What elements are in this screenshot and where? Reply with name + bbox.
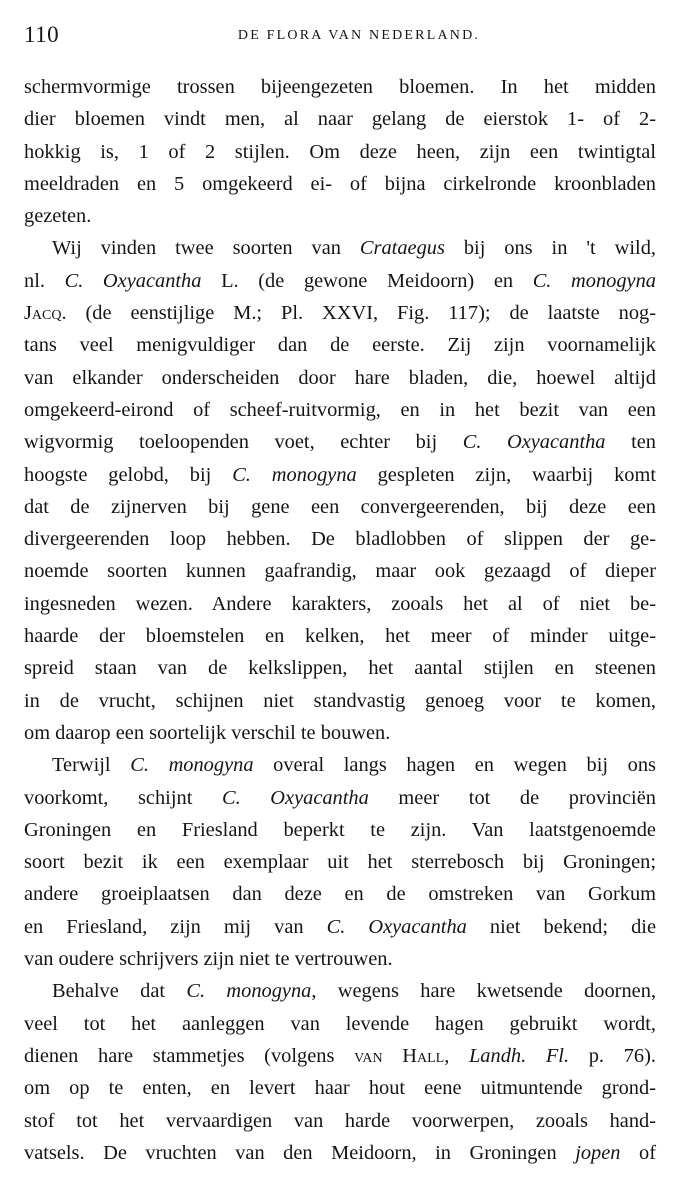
text-line: divergeerenden loop hebben. De bladlobben of slippen der ge-	[24, 528, 656, 551]
running-title: DE FLORA VAN NEDERLAND.	[237, 28, 481, 43]
text-line: spreid staan van de kelkslippen, het aantal stijlen en steenen	[24, 657, 656, 680]
text-line: wigvormig toeloopenden voet, echter bij C. Oxyacantha ten	[24, 431, 656, 454]
text-line: in de vrucht, schijnen niet standvastig genoeg voor te komen,	[24, 689, 656, 712]
text-line: Jacq. (de eenstijlige M.; Pl. XXVI, Fig. 117); de laatste nog-	[24, 302, 656, 325]
text-line: veel tot het aanleggen van levende hagen gebruikt wordt,	[24, 1012, 656, 1035]
text-line: Wij vinden twee soorten van Crataegus bij ons in 't wild,	[52, 237, 656, 260]
text-line: dienen hare stammetjes (volgens van Hall, Landh. Fl. p. 76).	[24, 1044, 656, 1067]
text-line: omgekeerd-eirond of scheef-ruitvormig, en in het bezit van een	[24, 398, 656, 421]
page-number: 110	[24, 22, 60, 47]
text-line: om daarop een soortelijk verschil te bouwen.	[24, 721, 391, 744]
text-line: dat de zijnerven bij gene een convergeerenden, bij deze een	[24, 495, 656, 518]
text-line: voorkomt, schijnt C. Oxyacantha meer tot de provinciën	[24, 786, 656, 809]
text-line: hokkig is, 1 of 2 stijlen. Om deze heen, zijn een twintigtal	[24, 140, 656, 163]
text-line: soort bezit ik een exemplaar uit het sterrebosch bij Groningen;	[24, 851, 656, 874]
text-line: nl. C. Oxyacantha L. (de gewone Meidoorn) en C. monogyna	[24, 269, 656, 292]
text-line: meeldraden en 5 omgekeerd ei- of bijna cirkelronde kroonbladen	[24, 172, 656, 195]
text-line: noemde soorten kunnen gaafrandig, maar ook gezaagd of dieper	[24, 560, 656, 583]
text-line: Behalve dat C. monogyna, wegens hare kwetsende doornen,	[52, 980, 656, 1003]
text-line: hoogste gelobd, bij C. monogyna gespleten zijn, waarbij komt	[24, 463, 656, 486]
text-line: vatsels. De vruchten van den Meidoorn, in Groningen jopen of	[24, 1141, 656, 1164]
text-line: gezeten.	[24, 205, 92, 228]
text-line: dier bloemen vindt men, al naar gelang de eierstok 1- of 2-	[24, 108, 656, 131]
text-line: haarde der bloemstelen en kelken, het meer of minder uitge-	[24, 625, 656, 648]
page-header	[24, 22, 654, 54]
text-line: Terwijl C. monogyna overal langs hagen en wegen bij ons	[52, 754, 656, 777]
text-line: Groningen en Friesland beperkt te zijn. Van laatstgenoemde	[24, 818, 656, 841]
text-line: andere groeiplaatsen dan deze en de omstreken van Gorkum	[24, 883, 656, 906]
text-line: van elkander onderscheiden door hare bladen, die, hoewel altijd	[24, 366, 656, 389]
body-text	[24, 71, 656, 1169]
text-line: ingesneden wezen. Andere karakters, zooals het al of niet be-	[24, 592, 656, 615]
text-line: tans veel menigvuldiger dan de eerste. Zij zijn voornamelijk	[24, 334, 656, 357]
text-line: stof tot het vervaardigen van harde voorwerpen, zooals hand-	[24, 1109, 656, 1132]
text-line: schermvormige trossen bijeengezeten bloemen. In het midden	[24, 76, 656, 98]
text-line: van oudere schrijvers zijn niet te vertrouwen.	[24, 948, 393, 971]
text-line: om op te enten, en levert haar hout eene uitmuntende grond-	[24, 1077, 656, 1100]
text-line: en Friesland, zijn mij van C. Oxyacantha niet bekend; die	[24, 915, 656, 938]
